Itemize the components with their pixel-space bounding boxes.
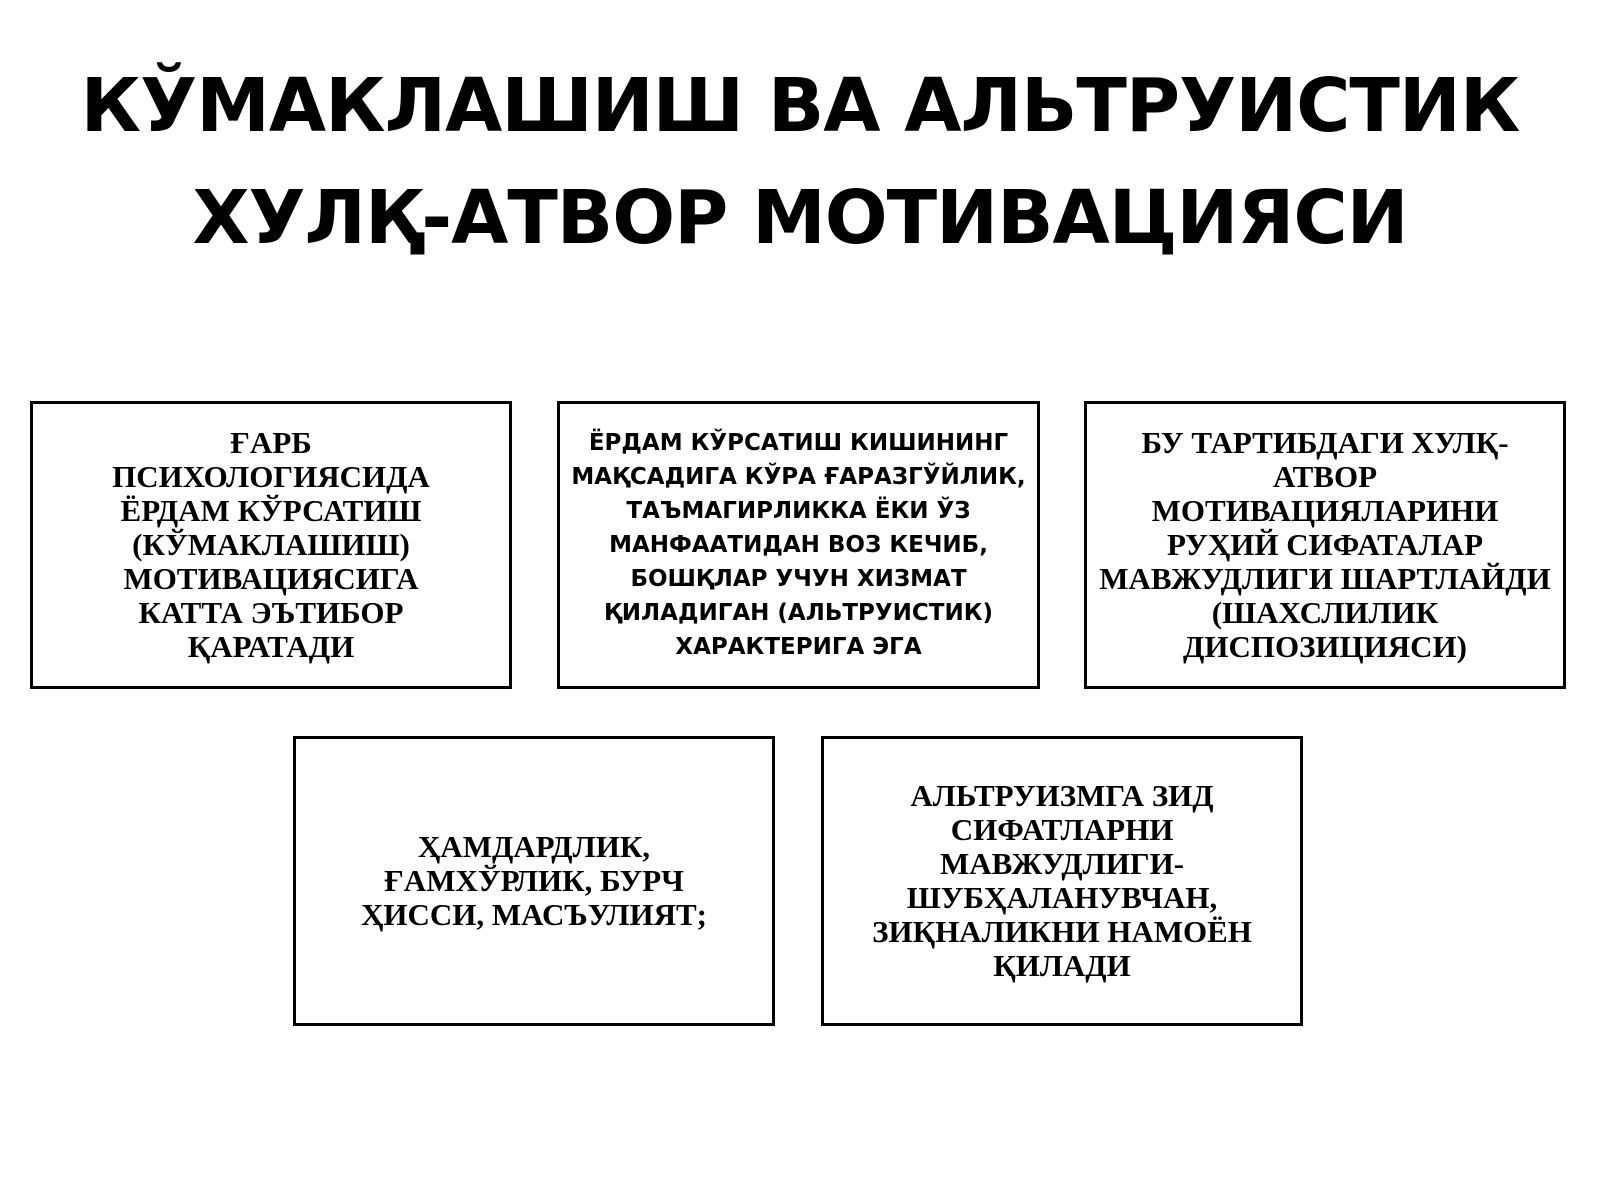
box-opposite-qualities	[821, 736, 1303, 1026]
box-text: ҲАМДАРДЛИК, ҒАМХЎРЛИК, БУРЧ ҲИССИ, МАСЪУЛИЯТ;	[361, 829, 707, 932]
box-text: АЛЬТРУИЗМГА ЗИД СИФАТЛАРНИ МАВЖУДЛИГИ- ШУБҲАЛАНУВЧАН, ЗИҚНАЛИКНИ НАМОЁН ҚИЛАДИ	[872, 778, 1252, 983]
slide-title	[0, 50, 1600, 274]
title-line-1: КЎМАКЛАШИШ ВА АЛЬТРУИСТИК	[80, 63, 1520, 149]
title-line-2: ХУЛҚ-АТВОР МОТИВАЦИЯСИ	[192, 175, 1408, 261]
box-motivation-conditions	[1084, 401, 1566, 689]
box-qualities	[293, 736, 775, 1026]
box-western-psychology	[30, 401, 512, 689]
box-text: БУ ТАРТИБДАГИ ХУЛҚ- АТВОР МОТИВАЦИЯЛАРИНИ РУҲИЙ СИФАТАЛАР МАВЖУДЛИГИ ШАРТЛАЙДИ (ШАХСЛИЛИК ДИСПОЗИЦИЯСИ)	[1099, 425, 1551, 664]
box-text: ЁРДАМ КЎРСАТИШ КИШИНИНГ МАҚСАДИГА КЎРА ҒАРАЗГЎЙЛИК, ТАЪМАГИРЛИККА ЁКИ ЎЗ МАНФААТИДАН ВОЗ КЕЧИБ, БОШҚЛАР УЧУН ХИЗМАТ ҚИЛАДИГАН (АЛЬТРУИСТИК) ХАРАКТЕРИГА ЭГА	[571, 430, 1026, 660]
box-text: ҒАРБ ПСИХОЛОГИЯСИДА ЁРДАМ КЎРСАТИШ (КЎМАКЛАШИШ) МОТИВАЦИЯСИГА КАТТА ЭЪТИБОР ҚАРАТАДИ	[112, 425, 430, 664]
box-helping-character	[557, 401, 1040, 689]
